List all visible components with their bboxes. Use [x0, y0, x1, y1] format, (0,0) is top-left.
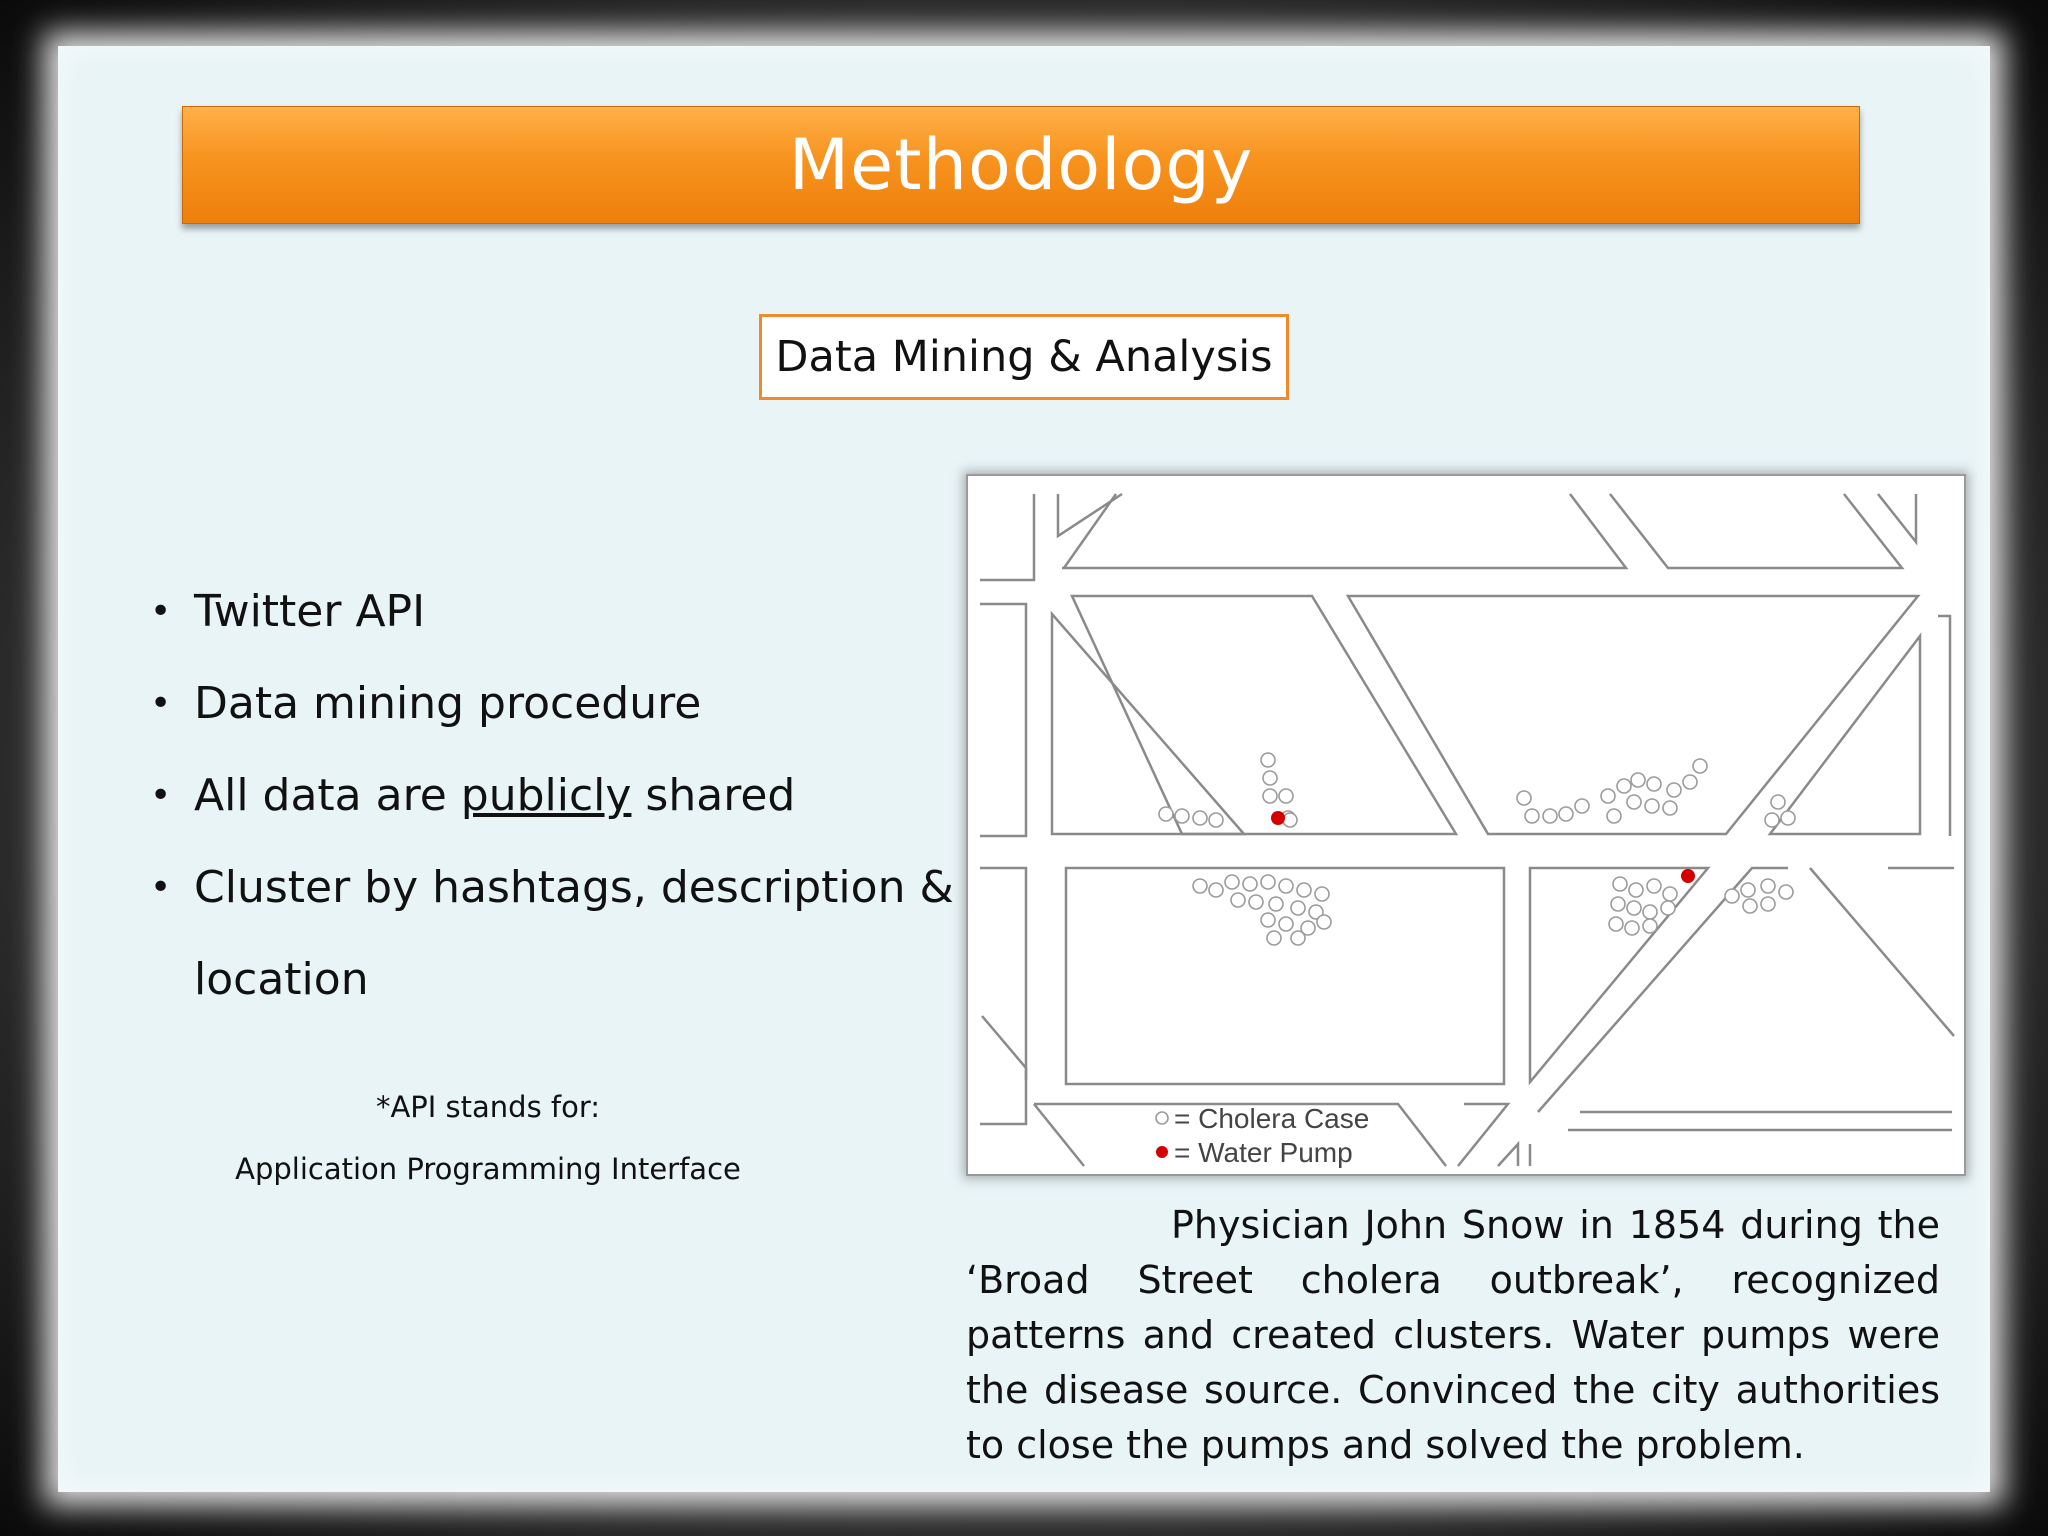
bullet-list [94, 566, 954, 1026]
slide [58, 46, 1990, 1492]
bullet-item: • Data mining procedure [150, 678, 702, 729]
bullet-continuation: location [194, 954, 369, 1005]
map-drawing [968, 476, 1964, 1174]
slide-title: Methodology [788, 124, 1254, 206]
legend-pump-label: = Water Pump [1174, 1137, 1353, 1168]
map-caption: Physician John Snow in 1854 during the ‘Broad Street cholera outbreak’, recognized patterns and created clusters. Water pumps were the disease source. Convinced the city authorities to close the pumps and solved the problem. [966, 1203, 1940, 1467]
underlined-word: publicly [460, 770, 632, 821]
api-note-label: *API stands for: [375, 1090, 601, 1124]
subtitle-box [759, 314, 1289, 400]
bullet-item: • All data are publicly shared [150, 770, 796, 821]
bullet-item: • Cluster by hashtags, description & [150, 862, 954, 913]
legend-cholera-label: = Cholera Case [1174, 1103, 1370, 1134]
legend-cholera-icon [1156, 1112, 1168, 1124]
bullet-item: • Twitter API [150, 586, 426, 637]
subtitle-text: Data Mining & Analysis [775, 332, 1273, 382]
title-banner [182, 106, 1860, 224]
legend-pump-icon [1156, 1146, 1168, 1158]
api-note-definition: Application Programming Interface [235, 1152, 741, 1186]
cholera-map [966, 474, 1966, 1176]
